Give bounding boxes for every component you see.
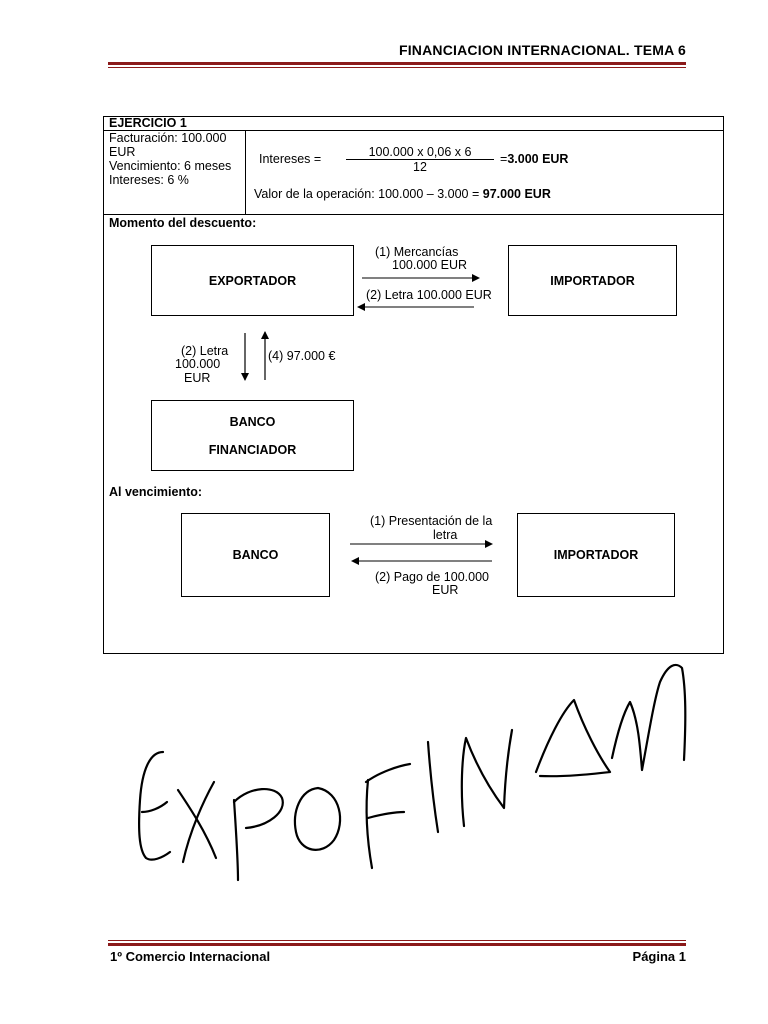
footer-rule-thin bbox=[108, 940, 686, 941]
valor-label: Valor de la operación: 100.000 – 3.000 = bbox=[254, 187, 483, 201]
flow1-label-line1: (1) Mercancías bbox=[375, 245, 459, 259]
presentacion-line1: (1) Presentación de la bbox=[370, 514, 493, 528]
flow1-label-line2: 100.000 EUR bbox=[392, 258, 468, 272]
banco-label: BANCO bbox=[232, 548, 279, 562]
flow-down-line2: 100.000 bbox=[175, 357, 221, 371]
result-value: 3.000 EUR bbox=[507, 152, 569, 166]
facturacion-line1: Facturación: 100.000 bbox=[109, 131, 227, 145]
momento-heading: Momento del descuento: bbox=[109, 216, 257, 230]
header-title: FINANCIACION INTERNACIONAL. TEMA 6 bbox=[398, 42, 686, 58]
formula-numerator: 100.000 x 0,06 x 6 bbox=[368, 145, 472, 159]
importador-label: IMPORTADOR bbox=[550, 273, 635, 288]
presentacion-line2: letra bbox=[433, 528, 458, 542]
pago-line1: (2) Pago de 100.000 bbox=[375, 570, 489, 584]
vencimiento-heading: Al vencimiento: bbox=[109, 485, 203, 499]
flow-up-label: (4) 97.000 € bbox=[268, 349, 336, 363]
flow-down-line3: EUR bbox=[184, 371, 211, 385]
footer-rule-thick bbox=[108, 943, 686, 946]
importador-vencimiento-label: IMPORTADOR bbox=[553, 548, 639, 562]
intereses-rate: Intereses: 6 % bbox=[109, 173, 189, 187]
vencimiento-text: Vencimiento: 6 meses bbox=[109, 159, 232, 173]
handwritten-signature bbox=[139, 665, 685, 880]
flow2-label: (2) Letra 100.000 EUR bbox=[366, 288, 492, 302]
banco-label-line1: BANCO bbox=[229, 414, 276, 429]
pago-line2: EUR bbox=[432, 583, 459, 597]
result-equals: = bbox=[500, 152, 508, 166]
formula-denominator: 12 bbox=[413, 160, 427, 174]
facturacion-line2: EUR bbox=[109, 145, 136, 159]
flow-down-line1: (2) Letra bbox=[181, 344, 229, 358]
valor-value: 97.000 EUR bbox=[482, 187, 551, 201]
footer-course: 1º Comercio Internacional bbox=[110, 949, 271, 964]
exercise-title: EJERCICIO 1 bbox=[109, 116, 187, 130]
intereses-label: Intereses = bbox=[259, 152, 322, 166]
banco-label-line2: FINANCIADOR bbox=[208, 442, 297, 457]
footer-page-number: Página 1 bbox=[632, 949, 686, 964]
exportador-label: EXPORTADOR bbox=[208, 273, 297, 288]
